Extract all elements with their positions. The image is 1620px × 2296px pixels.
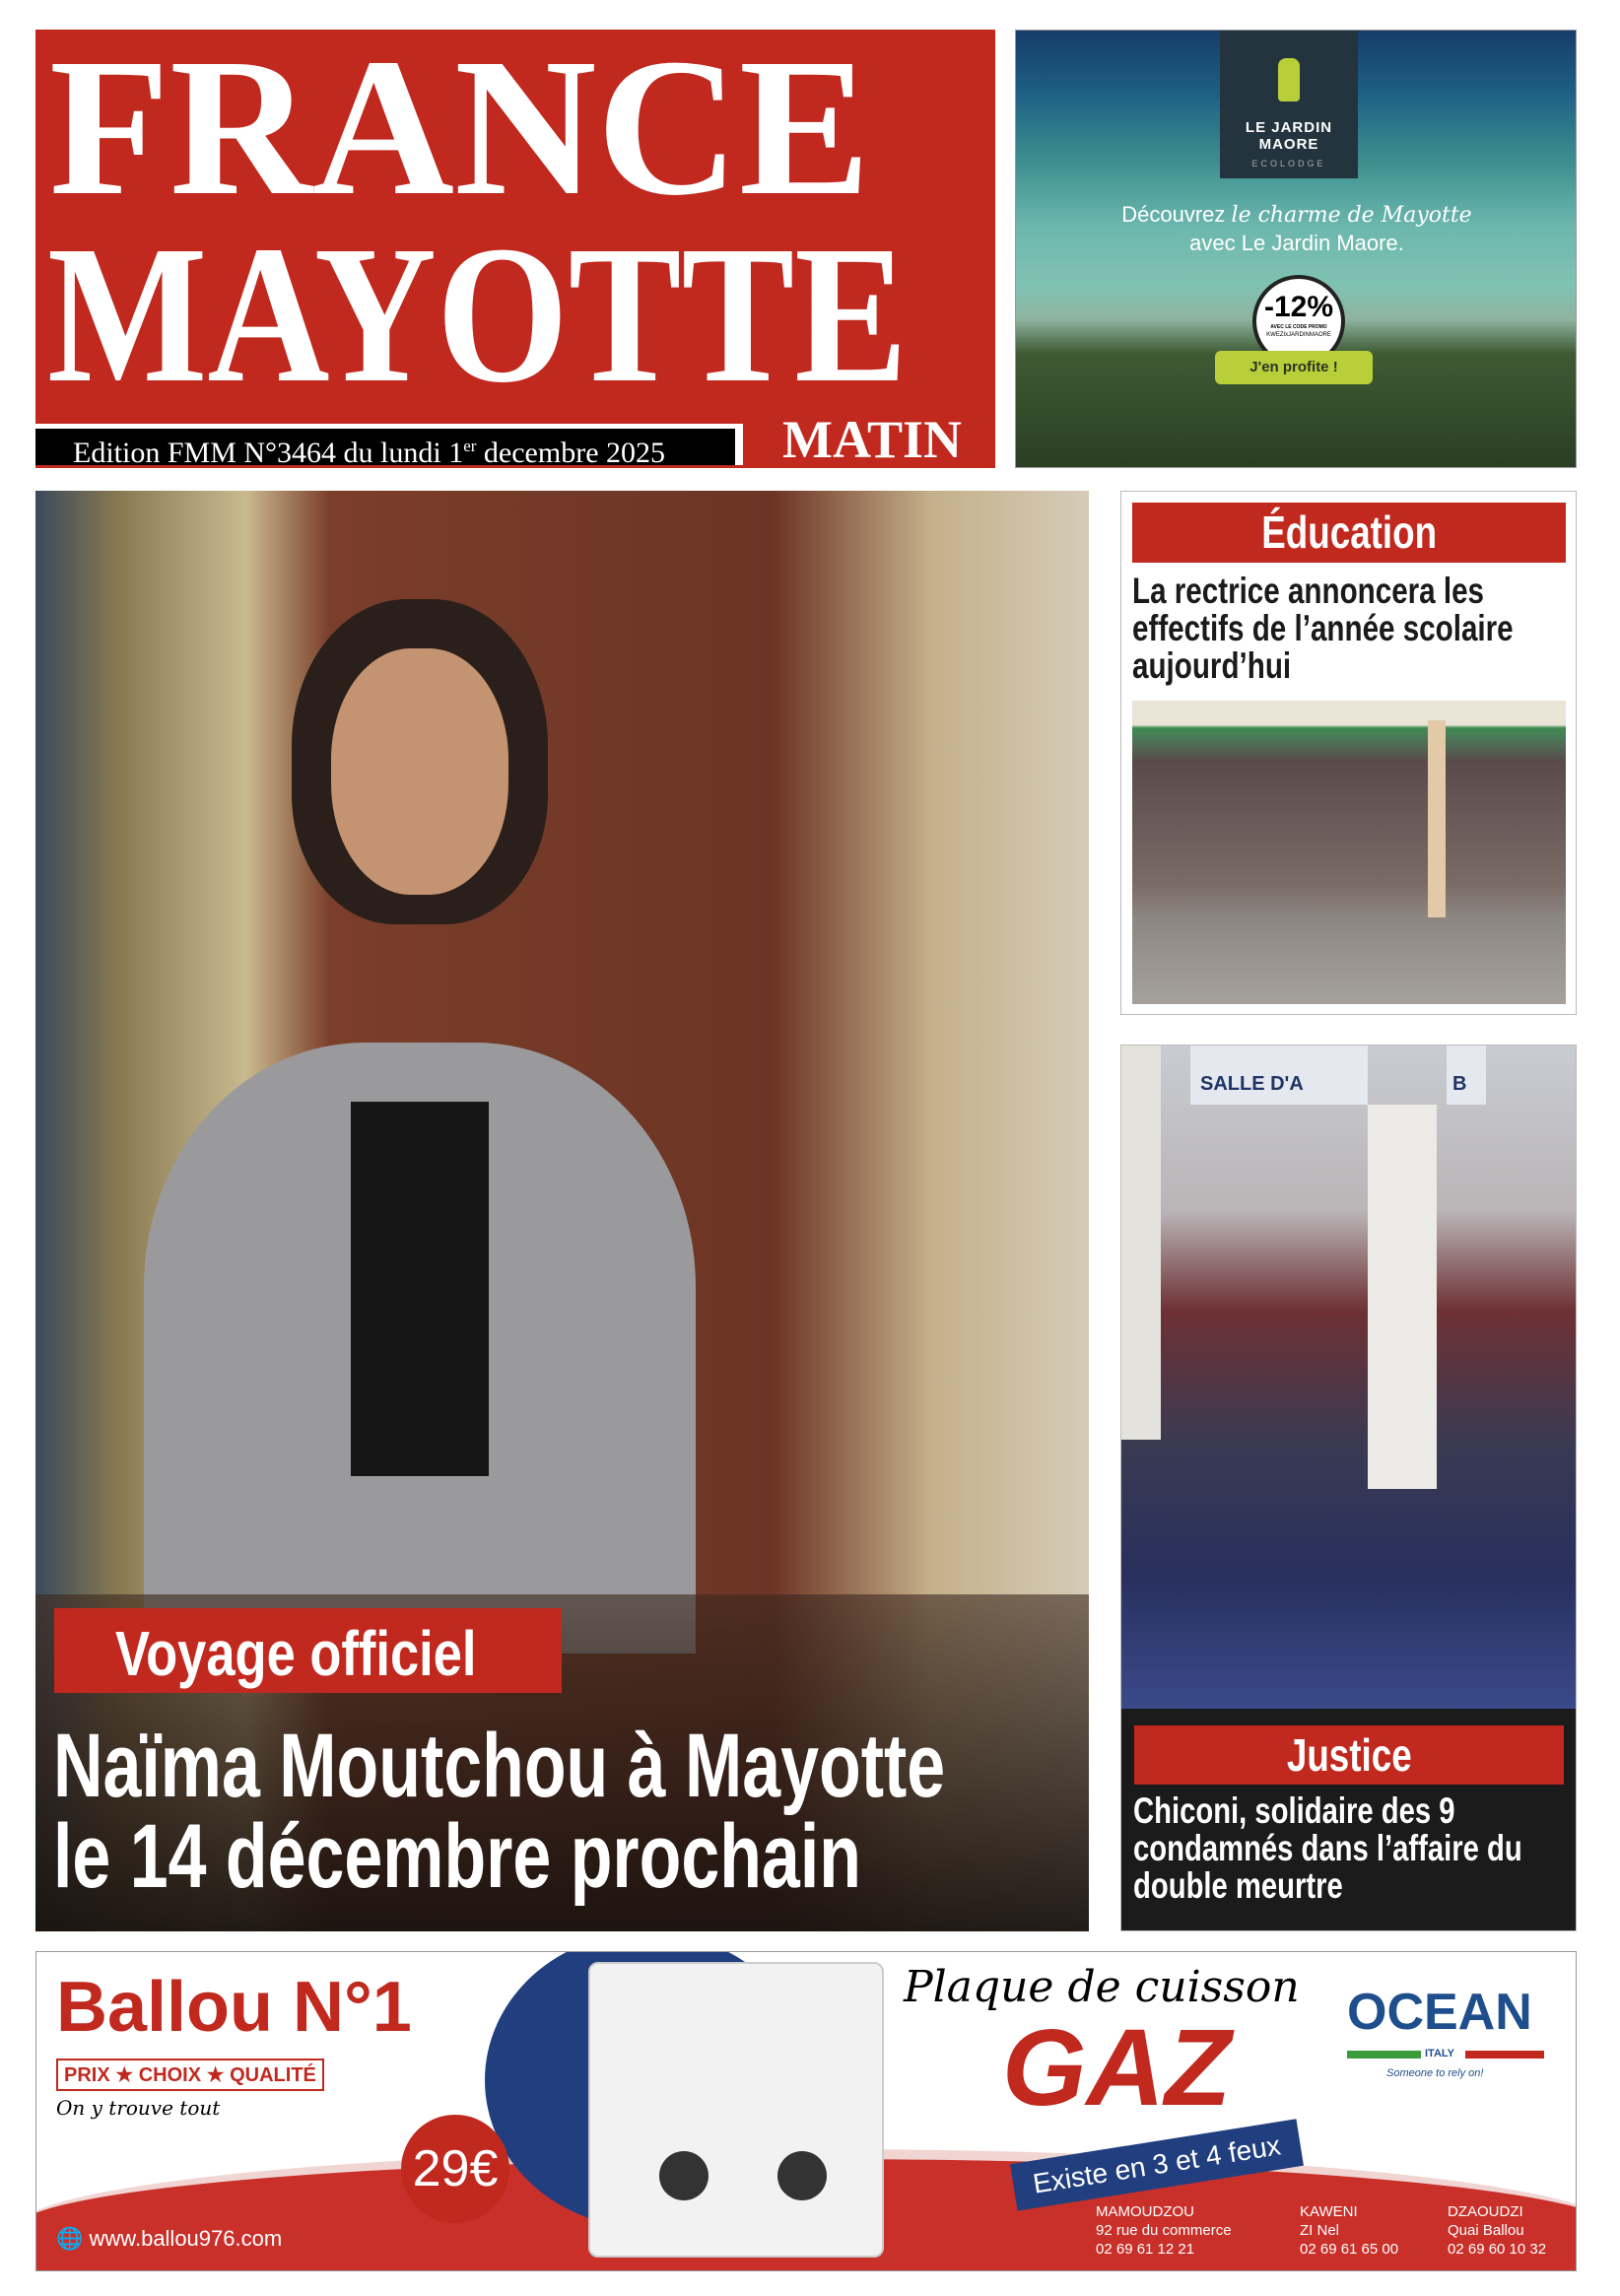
justice-kicker xyxy=(1134,1725,1564,1785)
room-sign xyxy=(1190,1046,1368,1105)
store-addr: Quai Ballou xyxy=(1448,2222,1524,2239)
education-photo xyxy=(1132,701,1566,1004)
ad-copy xyxy=(1016,201,1577,257)
store-addr: 92 rue du commerce xyxy=(1096,2222,1232,2239)
promo-label: AVEC LE CODE PROMO xyxy=(1270,324,1327,330)
stove-image xyxy=(588,1962,884,2258)
store-phone: 02 69 61 65 00 xyxy=(1300,2241,1399,2258)
main-headline-line2[interactable]: le 14 décembre prochain xyxy=(53,1806,861,1907)
discount-value: -12% xyxy=(1263,291,1334,323)
ad-logo xyxy=(1220,31,1358,178)
justice-photo xyxy=(1121,1046,1577,1709)
store-phone: 02 69 60 10 32 xyxy=(1448,2241,1547,2258)
ocean-logo: OCEAN xyxy=(1347,1984,1532,2041)
ocean-tagline: Someone to rely on! xyxy=(1386,2067,1484,2079)
edition-date: decembre 2025 xyxy=(476,437,666,469)
justice-kicker-text: Justice xyxy=(1286,1729,1412,1781)
side-story-education[interactable] xyxy=(1120,491,1577,1015)
pillar-right xyxy=(1368,1105,1437,1489)
ad-brand: LE JARDIN MAORE xyxy=(1245,119,1333,153)
education-headline[interactable]: La rectrice annoncera les effectifs de l’année scolaire aujourd’hui xyxy=(1132,571,1514,686)
store-phone: 02 69 61 12 21 xyxy=(1096,2241,1195,2258)
ballou-slogan: On y trouve tout xyxy=(56,2096,221,2120)
store-city: DZAOUDZI xyxy=(1448,2203,1523,2220)
edition-text: Edition FMM N°3464 du lundi 1 xyxy=(73,437,464,469)
ballou-tagline: PRIX ★ CHOIX ★ QUALITÉ xyxy=(56,2059,324,2091)
main-story[interactable] xyxy=(35,491,1089,1931)
main-kicker-text: Voyage officiel xyxy=(115,1618,477,1689)
masthead-france: FRANCE xyxy=(49,19,871,236)
store-city: KAWENI xyxy=(1300,2203,1358,2220)
ad-jardin-maore[interactable] xyxy=(1015,30,1577,468)
side-story-justice[interactable] xyxy=(1120,1045,1577,1931)
ad-sub: ECOLODGE xyxy=(1251,159,1326,169)
store-mamoudzou xyxy=(1096,2202,1232,2259)
justice-headline[interactable]: Chiconi, solidaire des 9 condamnés dans l’affaire du double meurtre xyxy=(1133,1790,1522,1906)
website-text[interactable]: www.ballou976.com xyxy=(89,2226,283,2251)
masthead-matin: MATIN xyxy=(782,410,962,469)
masthead-mayotte: MAYOTTE xyxy=(47,206,908,424)
edition-sup: er xyxy=(463,437,477,455)
promo-code: KWEZIxJARDINMAORE xyxy=(1266,332,1331,338)
store-dzaoudzi xyxy=(1448,2202,1546,2259)
product-gaz: GAZ xyxy=(1002,2007,1232,2128)
baobab-icon xyxy=(1278,58,1300,101)
ad-copy-a: Découvrez xyxy=(1121,202,1232,227)
masthead xyxy=(35,19,995,469)
ad-copy-b: le charme de Mayotte xyxy=(1231,203,1472,228)
store-kaweni xyxy=(1300,2202,1398,2259)
website[interactable] xyxy=(56,2226,282,2252)
product-title: Plaque de cuisson xyxy=(904,1962,1300,2012)
store-city: MAMOUDZOU xyxy=(1096,2203,1194,2220)
store-addr: ZI Nel xyxy=(1300,2222,1340,2239)
ad-copy-c: avec Le Jardin Maore. xyxy=(1189,231,1404,255)
variants-banner: Existe en 3 et 4 feux xyxy=(1010,2119,1304,2210)
price-badge: 29€ xyxy=(401,2115,509,2223)
main-kicker xyxy=(54,1608,562,1693)
education-kicker-text: Éducation xyxy=(1261,506,1437,558)
edition-line xyxy=(35,424,743,469)
pillar-left xyxy=(1121,1046,1161,1440)
education-kicker xyxy=(1132,503,1566,563)
ballou-logo: Ballou N°1 xyxy=(56,1968,412,2047)
ocean-italy: ITALY xyxy=(1421,2047,1458,2060)
ad-ballou[interactable] xyxy=(35,1951,1577,2271)
room-sign-b: B xyxy=(1447,1046,1486,1105)
globe-icon: 🌐 xyxy=(56,2226,90,2251)
main-headline[interactable] xyxy=(53,1716,1089,1907)
main-headline-line1[interactable]: Naïma Moutchou à Mayotte xyxy=(53,1716,946,1816)
room-sign-text: SALLE D'A xyxy=(1200,1073,1304,1095)
cta-button[interactable]: J'en profite ! xyxy=(1215,351,1373,384)
